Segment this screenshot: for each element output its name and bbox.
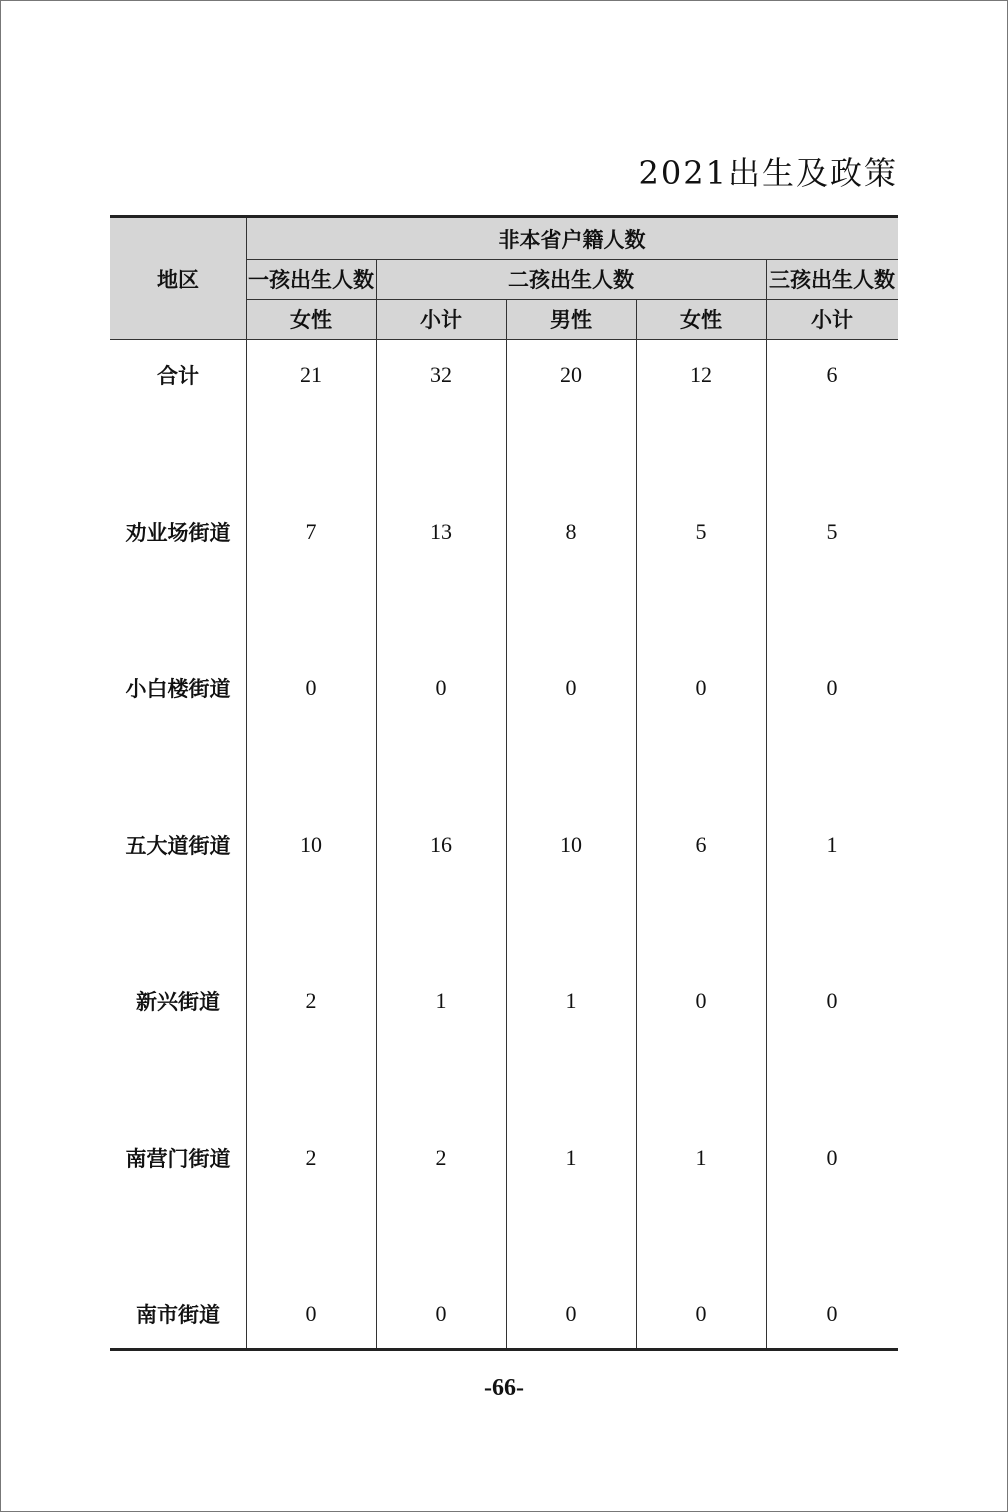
header-column: 女性 — [290, 308, 332, 332]
row-cell: 2 — [305, 988, 317, 1013]
row-cell: 10 — [560, 832, 582, 857]
row-cell: 32 — [430, 362, 452, 387]
row-cell: 6 — [826, 362, 838, 387]
row-region: 新兴街道 — [136, 990, 220, 1014]
header-second-child: 二孩出生人数 — [508, 268, 634, 292]
header-bottom-rule — [110, 339, 898, 340]
row-cell: 7 — [305, 519, 317, 544]
row-cell: 2 — [435, 1145, 447, 1170]
row-cell: 0 — [826, 675, 838, 700]
header-column: 男性 — [550, 308, 592, 332]
row-cell: 0 — [826, 1301, 838, 1326]
row-region: 五大道街道 — [125, 834, 231, 858]
row-cell: 0 — [565, 675, 577, 700]
header-column: 女性 — [680, 308, 722, 332]
row-cell: 8 — [565, 519, 577, 544]
row-cell: 0 — [565, 1301, 577, 1326]
row-cell: 5 — [826, 519, 838, 544]
row-cell: 1 — [565, 1145, 577, 1170]
row-cell: 0 — [826, 988, 838, 1013]
row-cell: 0 — [695, 675, 707, 700]
row-region: 小白楼街道 — [125, 677, 231, 701]
row-cell: 1 — [695, 1145, 707, 1170]
row-region: 南营门街道 — [125, 1147, 231, 1171]
row-cell: 21 — [300, 362, 322, 387]
header-first-child: 一孩出生人数 — [248, 268, 374, 292]
header-third-child: 三孩出生人数 — [769, 268, 895, 292]
page-number: -66- — [484, 1375, 524, 1401]
table-bottom-rule — [110, 1348, 898, 1351]
row-cell: 0 — [305, 675, 317, 700]
row-cell: 2 — [305, 1145, 317, 1170]
row-cell: 1 — [826, 832, 838, 857]
row-cell: 1 — [565, 988, 577, 1013]
row-cell: 10 — [300, 832, 322, 857]
column-divider — [376, 299, 377, 1348]
row-cell: 12 — [690, 362, 712, 387]
header-group: 非本省户籍人数 — [498, 227, 646, 252]
row-cell: 20 — [560, 362, 582, 387]
header-column: 小计 — [420, 308, 462, 332]
row-cell: 0 — [826, 1145, 838, 1170]
header-column: 小计 — [811, 308, 853, 332]
row-region: 南市街道 — [136, 1303, 220, 1327]
row-cell: 13 — [430, 519, 452, 544]
row-region: 合计 — [157, 364, 199, 388]
row-cell: 0 — [435, 675, 447, 700]
row-cell: 1 — [435, 988, 447, 1013]
header-region: 地区 — [157, 267, 199, 292]
row-region: 劝业场街道 — [125, 521, 231, 545]
row-cell: 16 — [430, 832, 452, 857]
page-title: 2021出生及政策 — [638, 154, 898, 192]
row-cell: 0 — [695, 988, 707, 1013]
row-cell: 0 — [305, 1301, 317, 1326]
column-divider — [636, 299, 637, 1348]
row-cell: 5 — [695, 519, 707, 544]
row-cell: 0 — [435, 1301, 447, 1326]
row-cell: 0 — [695, 1301, 707, 1326]
column-divider — [506, 299, 507, 1348]
column-divider — [766, 299, 767, 1348]
row-cell: 6 — [695, 832, 707, 857]
